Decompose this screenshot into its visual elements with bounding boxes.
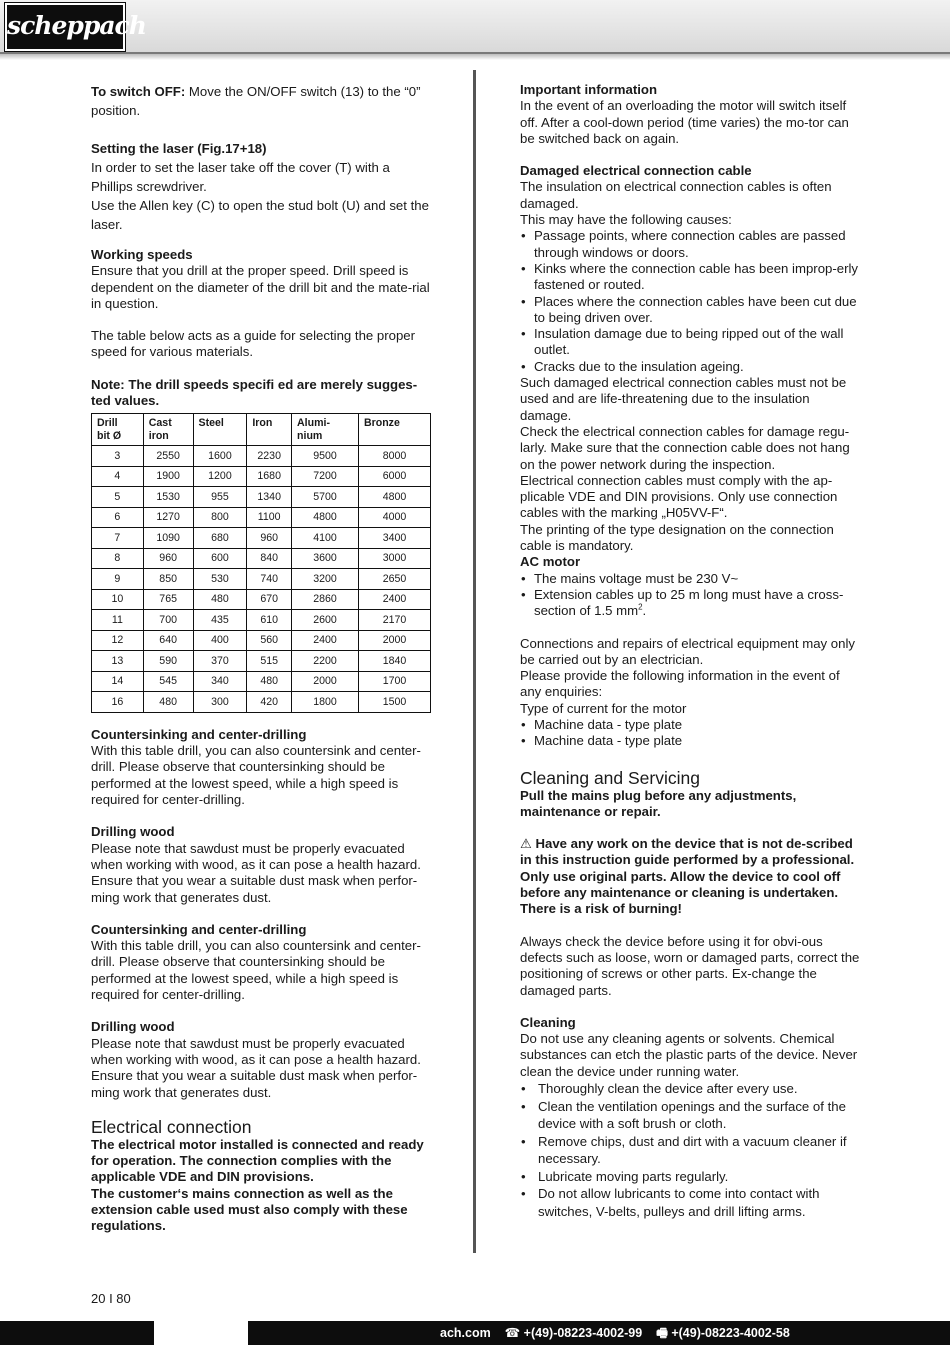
table-cell: 8000: [358, 446, 430, 467]
footer-white-block: [154, 1321, 248, 1345]
right-column: [520, 82, 862, 1220]
table-cell: 2230: [247, 446, 292, 467]
countersinking-title-1: Countersinking and center-drilling: [91, 726, 307, 742]
table-header-row: [92, 414, 431, 446]
speeds-paragraph-2: The table below acts as a guide for selecting the proper speed for various materials.: [91, 328, 416, 360]
table-cell: 3000: [358, 548, 430, 569]
table-cell: 9500: [292, 446, 359, 467]
repair-list: [520, 717, 862, 750]
table-row: [92, 507, 431, 528]
table-cell: 480: [193, 589, 247, 610]
table-cell: 4800: [358, 487, 430, 508]
table-cell: 590: [143, 651, 193, 672]
speeds-note: Note: The drill speeds specifi ed are merely sugges-ted values.: [91, 376, 418, 409]
table-cell: 2860: [292, 589, 359, 610]
list-item: • Passage points, where connection cables are passed through windows or doors.: [520, 228, 862, 261]
electrical-connection-text: The electrical motor installed is connected and ready for operation. The connection complies with the applicable VDE and DIN provisions.: [91, 1136, 424, 1185]
table-cell: 6: [92, 507, 144, 528]
table-cell: 2600: [292, 610, 359, 631]
brand-logo: scheppach: [5, 3, 125, 51]
table-cell: 480: [143, 692, 193, 713]
table-body: [92, 446, 431, 713]
repair-paragraph-1: Connections and repairs of electrical equipment may only be carried out by an electrician.: [520, 635, 855, 667]
damaged-cable-paragraph-4: Check the electrical connection cables for damage regu-larly. Make sure that the connection cable does not hang on the power network during the inspection.: [520, 423, 850, 472]
table-cell: 765: [143, 589, 193, 610]
important-title: Important information: [520, 82, 657, 97]
cleaning-title: Cleaning: [520, 1014, 576, 1030]
table-cell: 960: [247, 528, 292, 549]
table-row: [92, 671, 431, 692]
table-cell: 8: [92, 548, 144, 569]
table-cell: 955: [193, 487, 247, 508]
list-item: • Cracks due to the insulation ageing.: [520, 359, 862, 375]
table-cell: 515: [247, 651, 292, 672]
table-cell: 740: [247, 569, 292, 590]
table-cell: 3600: [292, 548, 359, 569]
list-item: • Thoroughly clean the device after every use.: [520, 1080, 862, 1098]
table-cell: 1090: [143, 528, 193, 549]
table-cell: 1900: [143, 466, 193, 487]
footer-contact: [440, 1321, 790, 1345]
cleaning-servicing-bold: Pull the mains plug before any adjustments, maintenance or repair.: [520, 787, 797, 819]
page-header: [0, 0, 950, 54]
countersinking-title-2: Countersinking and center-drilling: [91, 921, 307, 937]
table-cell: 5700: [292, 487, 359, 508]
drilling-wood-text-1: Please note that sawdust must be properly evacuated when working with wood, as it can pose a health hazard. Ensure that you wear a suitable dust mask when perfor-ming work that generates dust.: [91, 840, 421, 905]
table-cell: 2400: [358, 589, 430, 610]
header-steel: Steel: [193, 414, 247, 446]
repair-paragraph-3: Type of current for the motor: [520, 700, 687, 716]
drilling-wood-title-1: Drilling wood: [91, 824, 175, 840]
table-cell: 530: [193, 569, 247, 590]
list-item: • Machine data - type plate: [520, 733, 862, 749]
speeds-title: Working speeds: [91, 247, 193, 262]
header-bronze: Bronze: [358, 414, 430, 446]
table-cell: 12: [92, 630, 144, 651]
table-cell: 4: [92, 466, 144, 487]
cleaning-servicing-heading: Cleaning and Servicing: [520, 767, 700, 788]
page-number: 20 I 80: [91, 1291, 131, 1306]
table-cell: 370: [193, 651, 247, 672]
table-cell: 2170: [358, 610, 430, 631]
table-cell: 640: [143, 630, 193, 651]
ac-motor-list: [520, 571, 862, 620]
table-cell: 16: [92, 692, 144, 713]
warning-icon: ⚠: [520, 836, 532, 852]
list-item: • Remove chips, dust and dirt with a vacuum cleaner if necessary.: [520, 1133, 862, 1168]
table-cell: 1270: [143, 507, 193, 528]
table-row: [92, 548, 431, 569]
list-item: • Lubricate moving parts regularly.: [520, 1168, 862, 1186]
list-item: • The mains voltage must be 230 V~: [520, 571, 862, 587]
header-aluminium: Alumi- nium: [292, 414, 359, 446]
table-cell: 1680: [247, 466, 292, 487]
drilling-wood-title-2: Drilling wood: [91, 1019, 175, 1035]
table-row: [92, 589, 431, 610]
table-cell: 10: [92, 589, 144, 610]
table-cell: 1600: [193, 446, 247, 467]
switch-off-text: Move the ON/OFF switch (13) to the “0” position.: [91, 84, 421, 118]
check-paragraph: Always check the device before using it for obvi-ous defects such as loose, worn or damaged parts, correct the positioning of screws or other parts. Ex-change the damaged parts.: [520, 933, 860, 998]
table-cell: 840: [247, 548, 292, 569]
switch-off-label: To switch OFF:: [91, 84, 186, 99]
damaged-cable-title: Damaged electrical connection cable: [520, 163, 752, 179]
table-cell: 1800: [292, 692, 359, 713]
warning-text: Have any work on the device that is not de-scribed in this instruction guide performed by a professional. Only use original parts. Allow the device to cool off before any maintenance or cleaning is undertaken. There is a risk of burning!: [520, 836, 855, 917]
table-cell: 11: [92, 610, 144, 631]
table-cell: 2650: [358, 569, 430, 590]
table-cell: 2400: [292, 630, 359, 651]
table-cell: 1500: [358, 692, 430, 713]
damaged-cable-paragraph-2: This may have the following causes:: [520, 212, 732, 228]
footer-phone: ☎ +(49)-08223-4002-99: [504, 1326, 643, 1340]
countersinking-text-1: With this table drill, you can also countersink and center-drill. Please observe that countersinking should be performed at the lowest speed, while a high speed is required for center-drilling.: [91, 743, 421, 808]
table-cell: 400: [193, 630, 247, 651]
table-cell: 4000: [358, 507, 430, 528]
damaged-cable-paragraph-6: The printing of the type designation on the connection cable is mandatory.: [520, 521, 834, 554]
table-row: [92, 487, 431, 508]
table-cell: 3200: [292, 569, 359, 590]
damaged-cable-paragraph-1: The insulation on electrical connection cables is often damaged.: [520, 179, 832, 211]
switch-off-paragraph: [91, 82, 431, 120]
table-cell: 800: [193, 507, 247, 528]
header-iron: Iron: [247, 414, 292, 446]
cleaning-list: [520, 1080, 862, 1220]
electrical-connection-text-2: The customer‘s mains connection as well as the extension cable used must also comply with these regulations.: [91, 1185, 408, 1234]
table-row: [92, 630, 431, 651]
table-cell: 4100: [292, 528, 359, 549]
table-row: [92, 692, 431, 713]
table-cell: 6000: [358, 466, 430, 487]
damaged-cable-paragraph-5: Electrical connection cables must comply with the ap-plicable VDE and DIN provisions. Only use connection cables with the marking „H05VV-F“.: [520, 472, 838, 521]
table-cell: 3: [92, 446, 144, 467]
speeds-paragraph-1: Ensure that you drill at the proper speed. Drill speed is dependent on the diameter of the drill bit and the mate-rial in question.: [91, 263, 430, 311]
list-item: • Kinks where the connection cable has been improp-erly fastened or routed.: [520, 261, 862, 294]
table-cell: 700: [143, 610, 193, 631]
table-cell: 1340: [247, 487, 292, 508]
table-cell: 435: [193, 610, 247, 631]
table-cell: 13: [92, 651, 144, 672]
table-cell: 3400: [358, 528, 430, 549]
footer-fax: 🖷 +(49)-08223-4002-58: [656, 1326, 790, 1340]
cleaning-text: Do not use any cleaning agents or solvents. Chemical substances can etch the plastic parts of the device. Never clean the device under running water.: [520, 1031, 858, 1079]
table-cell: 480: [247, 671, 292, 692]
list-item: • Insulation damage due to being ripped out of the wall outlet.: [520, 326, 862, 359]
column-divider: [473, 70, 476, 1253]
table-cell: 560: [247, 630, 292, 651]
superscript: 2: [638, 602, 643, 612]
header-cast-iron: Cast iron: [143, 414, 193, 446]
electrical-connection-heading: Electrical connection: [91, 1116, 252, 1137]
table-cell: 1100: [247, 507, 292, 528]
table-cell: 1700: [358, 671, 430, 692]
table-cell: 300: [193, 692, 247, 713]
warning-paragraph: [520, 836, 862, 917]
table-cell: 420: [247, 692, 292, 713]
table-cell: 545: [143, 671, 193, 692]
table-cell: 600: [193, 548, 247, 569]
table-cell: 850: [143, 569, 193, 590]
table-row: [92, 569, 431, 590]
table-cell: 1840: [358, 651, 430, 672]
laser-paragraph-2: Use the Allen key (C) to open the stud bolt (U) and set the laser.: [91, 198, 429, 232]
list-item: • Clean the ventilation openings and the surface of the device with a soft brush or cloth.: [520, 1098, 862, 1133]
laser-paragraph-1: In order to set the laser take off the cover (T) with a Phillips screwdriver.: [91, 160, 390, 194]
countersinking-text-2: With this table drill, you can also countersink and center-drill. Please observe that countersinking should be performed at the lowest speed, while a high speed is required for center-drilling.: [91, 938, 421, 1003]
laser-title: Setting the laser (Fig.17+18): [91, 141, 267, 156]
table-row: [92, 466, 431, 487]
table-cell: 14: [92, 671, 144, 692]
header-drill-bit: Drill bit Ø: [92, 414, 144, 446]
table-cell: 1530: [143, 487, 193, 508]
table-cell: 610: [247, 610, 292, 631]
damaged-cable-paragraph-3: Such damaged electrical connection cables must not be used and are life-threatening due to the insulation damage.: [520, 375, 847, 423]
repair-paragraph-2: Please provide the following information in the event of any enquiries:: [520, 668, 840, 700]
table-row: [92, 610, 431, 631]
table-row: [92, 446, 431, 467]
table-cell: 340: [193, 671, 247, 692]
footer-website: ach.com: [440, 1326, 491, 1340]
list-item: • Do not allow lubricants to come into contact with switches, V-belts, pulleys and drill lifting arms.: [520, 1185, 862, 1220]
table-cell: 960: [143, 548, 193, 569]
drilling-wood-text-2: Please note that sawdust must be properly evacuated when working with wood, as it can pose a health hazard. Ensure that you wear a suitable dust mask when perfor-ming work that generates dust.: [91, 1035, 421, 1100]
table-cell: 7: [92, 528, 144, 549]
table-cell: 5: [92, 487, 144, 508]
table-cell: 7200: [292, 466, 359, 487]
table-cell: 4800: [292, 507, 359, 528]
table-cell: 2550: [143, 446, 193, 467]
list-item: • Places where the connection cables have been cut due to being driven over.: [520, 294, 862, 327]
table-row: [92, 528, 431, 549]
header-shadow: [0, 54, 950, 60]
left-column: [91, 82, 431, 1235]
switch-off-section: [91, 82, 431, 234]
table-row: [92, 651, 431, 672]
table-cell: 1200: [193, 466, 247, 487]
table-cell: 680: [193, 528, 247, 549]
list-item: • Extension cables up to 25 m long must have a cross-section of 1.5 $mm^2$.: [520, 587, 862, 620]
list-item: • Machine data - type plate: [520, 717, 862, 733]
ac-motor-title: AC motor: [520, 554, 581, 570]
drill-speed-table: [91, 413, 431, 713]
table-cell: 2200: [292, 651, 359, 672]
table-cell: 670: [247, 589, 292, 610]
important-text: In the event of an overloading the motor will switch itself off. After a cool-down period (time varies) the mo-tor can be switched back on again.: [520, 98, 849, 146]
table-cell: 2000: [292, 671, 359, 692]
table-cell: 9: [92, 569, 144, 590]
table-cell: 2000: [358, 630, 430, 651]
damaged-cable-causes-list: [520, 228, 862, 375]
